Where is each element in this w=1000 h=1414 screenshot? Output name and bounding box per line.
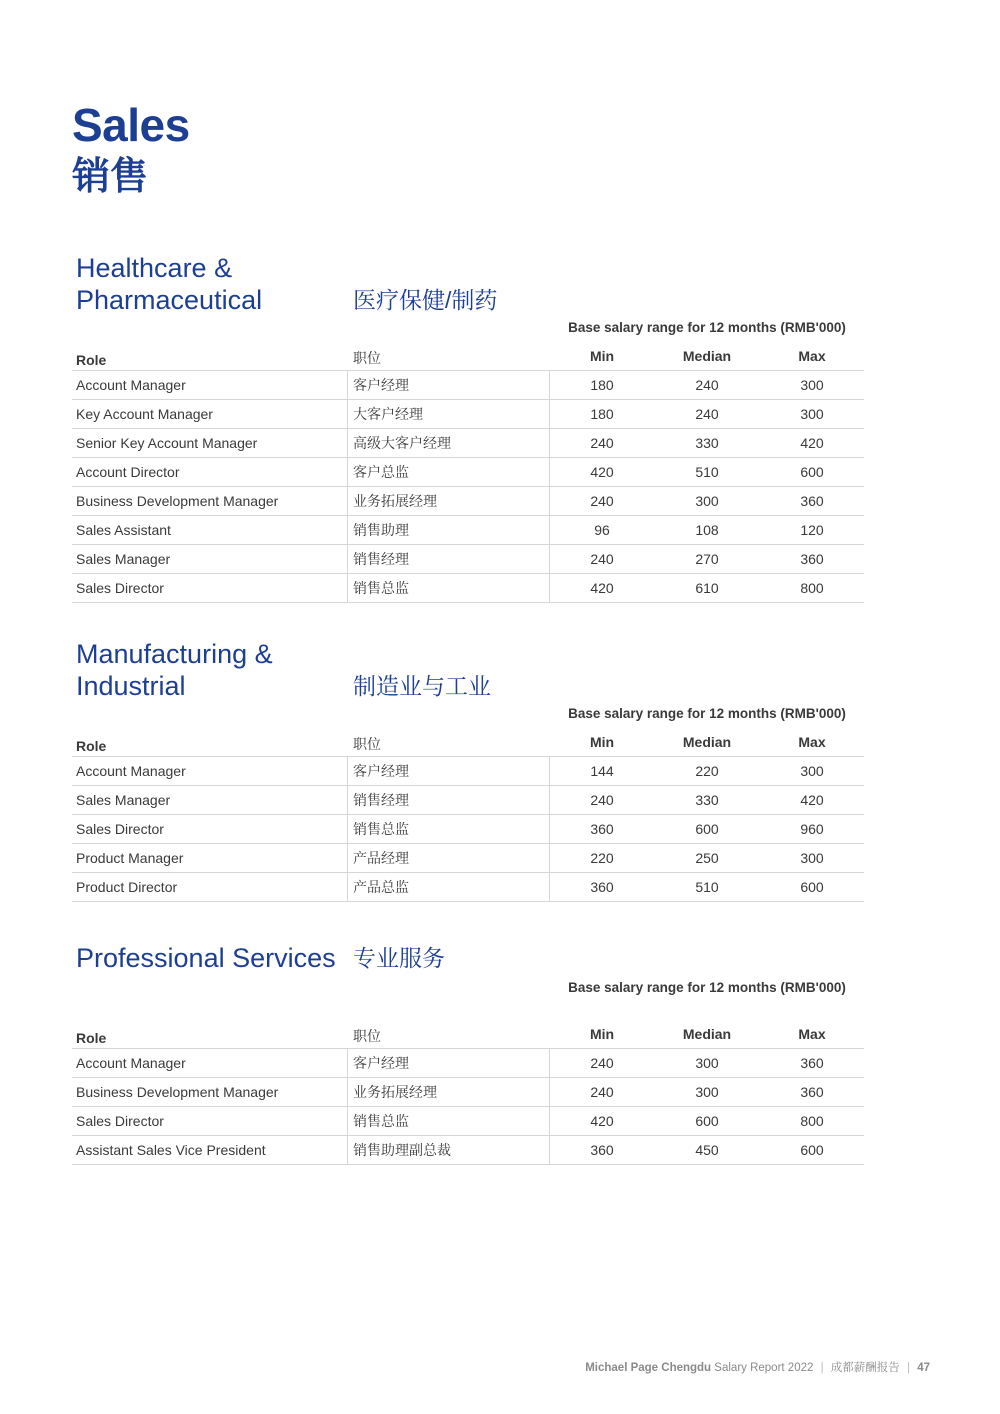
salary-max: 300 [800,763,824,779]
table-row [72,844,864,873]
salary-median: 300 [695,1084,719,1100]
col-max: Max [798,1026,826,1042]
role-en: Assistant Sales Vice President [76,1142,266,1158]
salary-max: 120 [800,522,824,538]
divider [549,1049,550,1077]
col-role-zh: 职位 [353,350,381,366]
salary-max: 800 [800,580,824,596]
role-en: Account Manager [76,1055,186,1071]
role-zh: 销售总监 [353,580,409,596]
page-footer [585,1359,930,1375]
col-role: Role [76,1030,107,1046]
col-role-zh: 职位 [353,736,381,752]
footer-brand: Michael Page Chengdu [585,1362,712,1374]
salary-max: 420 [800,792,824,808]
divider [347,1107,348,1135]
divider [347,786,348,814]
col-median: Median [682,348,732,364]
table-row [72,400,864,429]
section-title-en: Manufacturing & Industrial [76,639,273,701]
section-professional-services [72,942,864,1165]
table-row [72,574,864,603]
divider [549,786,550,814]
role-en: Sales Director [76,821,164,837]
table-row [72,1136,864,1165]
divider [549,545,550,573]
salary-median: 220 [695,763,719,779]
role-en: Senior Key Account Manager [76,435,258,451]
divider [347,400,348,428]
role-en: Sales Assistant [76,522,171,538]
salary-median: 240 [695,406,719,422]
role-zh: 高级大客户经理 [353,435,451,451]
role-zh: 销售助理 [353,522,409,538]
salary-table-body [72,371,864,603]
footer-report-zh: 成都薪酬报告 [830,1362,900,1374]
col-min: Min [589,1026,615,1042]
divider [347,458,348,486]
footer-separator: | [820,1362,824,1374]
role-en: Product Manager [76,850,184,866]
divider [347,516,348,544]
section-title-zh: 医疗保健/制药 [353,287,498,313]
divider [549,1107,550,1135]
col-min: Min [589,348,615,364]
col-median: Median [682,734,732,750]
divider [549,516,550,544]
divider [347,1049,348,1077]
section-title-en: Healthcare & Pharmaceutical [76,253,263,315]
salary-min: 360 [590,821,614,837]
role-zh: 销售经理 [353,551,409,567]
table-row [72,786,864,815]
role-zh: 客户经理 [353,377,409,393]
section-heading [72,636,864,702]
salary-max: 800 [800,1113,824,1129]
salary-max: 360 [800,1055,824,1071]
table-row [72,815,864,844]
divider [347,844,348,872]
page-title-zh: 销售 [72,156,149,198]
salary-max: 300 [800,850,824,866]
salary-min: 240 [590,1055,614,1071]
page-title-en: Sales [72,99,190,151]
footer-separator: | [907,1362,910,1374]
divider [549,400,550,428]
role-en: Sales Manager [76,551,171,567]
salary-median: 300 [695,493,719,509]
table-row [72,487,864,516]
table-header [72,1020,864,1049]
salary-range-note: Base salary range for 12 months (RMB'000) [568,980,846,995]
page-number: 47 [917,1362,930,1374]
salary-max: 360 [800,493,824,509]
divider [347,545,348,573]
salary-max: 600 [800,1142,824,1158]
salary-min: 420 [590,580,614,596]
salary-max: 360 [800,551,824,567]
divider [347,873,348,901]
role-zh: 销售总监 [353,821,409,837]
divider [549,574,550,602]
divider [347,757,348,785]
salary-range-note: Base salary range for 12 months (RMB'000) [568,706,846,721]
role-en: Product Director [76,879,178,895]
salary-min: 240 [590,1084,614,1100]
role-en: Key Account Manager [76,406,213,422]
table-row [72,371,864,400]
salary-median: 610 [695,580,719,596]
section-heading [72,250,864,316]
table-row [72,429,864,458]
salary-median: 510 [695,464,719,480]
salary-min: 96 [594,522,610,538]
table-row [72,516,864,545]
col-min: Min [589,734,615,750]
role-en: Business Development Manager [76,493,279,509]
section-title-zh: 专业服务 [353,945,445,971]
salary-min: 240 [590,792,614,808]
salary-min: 240 [590,493,614,509]
role-zh: 客户总监 [353,464,409,480]
table-row [72,1078,864,1107]
table-row [72,873,864,902]
salary-table-body [72,1049,864,1165]
salary-median: 510 [695,879,719,895]
section-healthcare [72,250,864,603]
role-zh: 产品经理 [353,850,409,866]
salary-median: 250 [695,850,719,866]
divider [549,1136,550,1164]
salary-min: 420 [590,1113,614,1129]
table-header [72,342,864,371]
salary-max: 300 [800,406,824,422]
salary-min: 144 [590,763,614,779]
salary-min: 220 [590,850,614,866]
divider [549,487,550,515]
role-en: Account Manager [76,763,186,779]
table-header [72,728,864,757]
role-zh: 业务拓展经理 [353,1084,437,1100]
divider [347,371,348,399]
salary-range-note: Base salary range for 12 months (RMB'000) [568,320,846,335]
role-en: Business Development Manager [76,1084,279,1100]
salary-min: 240 [590,435,614,451]
salary-median: 600 [695,821,719,837]
footer-report: Salary Report 2022 [714,1362,814,1374]
salary-min: 180 [590,377,614,393]
divider [347,429,348,457]
divider [549,844,550,872]
col-role: Role [76,352,107,368]
role-en: Account Director [76,464,180,480]
table-row [72,545,864,574]
salary-table-body [72,757,864,902]
col-median: Median [682,1026,732,1042]
role-zh: 销售总监 [353,1113,409,1129]
salary-min: 180 [590,406,614,422]
salary-median: 450 [695,1142,719,1158]
role-zh: 产品总监 [353,879,409,895]
salary-min: 240 [590,551,614,567]
divider [347,815,348,843]
divider [549,815,550,843]
divider [549,873,550,901]
table-row [72,1049,864,1078]
divider [347,487,348,515]
role-en: Sales Director [76,1113,164,1129]
salary-median: 330 [695,435,719,451]
divider [549,458,550,486]
divider [549,757,550,785]
role-zh: 销售经理 [353,792,409,808]
salary-max: 600 [800,879,824,895]
role-zh: 客户经理 [353,763,409,779]
salary-max: 600 [800,464,824,480]
table-row [72,1107,864,1136]
divider [549,1078,550,1106]
salary-min: 360 [590,879,614,895]
salary-min: 420 [590,464,614,480]
section-manufacturing [72,636,864,902]
salary-median: 108 [695,522,719,538]
section-title-en: Professional Services [76,943,336,973]
divider [347,1136,348,1164]
col-role: Role [76,738,107,754]
salary-min: 360 [590,1142,614,1158]
divider [549,429,550,457]
salary-median: 240 [695,377,719,393]
table-row [72,757,864,786]
salary-median: 330 [695,792,719,808]
role-zh: 销售助理副总裁 [353,1142,451,1158]
role-en: Sales Director [76,580,164,596]
page-title [72,98,190,202]
divider [347,1078,348,1106]
salary-median: 270 [695,551,719,567]
role-zh: 大客户经理 [353,406,423,422]
role-zh: 业务拓展经理 [353,493,437,509]
salary-max: 360 [800,1084,824,1100]
role-zh: 客户经理 [353,1055,409,1071]
role-en: Account Manager [76,377,186,393]
col-max: Max [798,734,826,750]
col-max: Max [798,348,826,364]
salary-median: 300 [695,1055,719,1071]
divider [549,371,550,399]
col-role-zh: 职位 [353,1028,381,1044]
section-title-zh: 制造业与工业 [353,673,491,699]
section-heading [72,942,864,974]
salary-median: 600 [695,1113,719,1129]
salary-max: 420 [800,435,824,451]
role-en: Sales Manager [76,792,171,808]
divider [347,574,348,602]
salary-max: 960 [800,821,824,837]
table-row [72,458,864,487]
salary-max: 300 [800,377,824,393]
